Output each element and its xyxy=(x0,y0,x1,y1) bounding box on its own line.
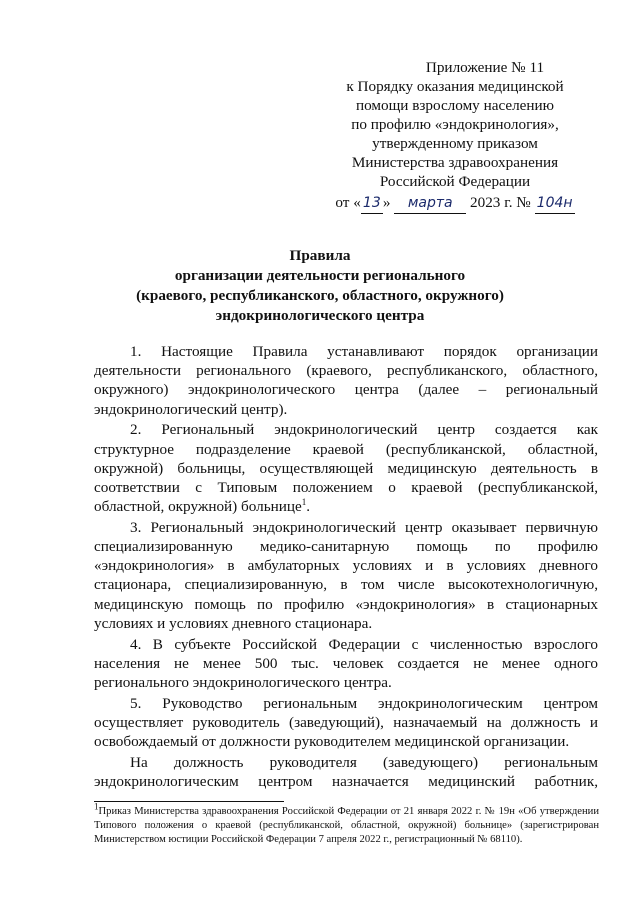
date-year: 2023 г. № xyxy=(470,194,531,211)
annex-line: к Порядку оказания медицинской xyxy=(346,78,564,95)
annex-line: Российской Федерации xyxy=(379,173,531,190)
handwritten-order-number: 104н xyxy=(535,194,575,214)
title-line: (краевого, республиканского, областного, окружного) xyxy=(136,287,504,304)
footnote-text: Приказ Министерства здравоохранения Российской Федерации от 21 января 2022 г. № 19н «Об утверждении Типового положения о краевой (республиканской, областной, окружной) больнице» (зарегистрирован Министерством юстиции Российской Федерации 7 апреля 2022 г., регистрационный № 68110). xyxy=(94,806,599,845)
paragraph-2-text: 2. Региональный эндокринологический центр создается как структурное подразделение краевой (республиканской, областной, окружной) больницы, осуществляющей медицинскую деятельность в соответствии с Типовым положением о краевой (республиканской, областной, окружной) больнице xyxy=(94,421,598,516)
paragraph-4: 4. В субъекте Российской Федерации с численностью взрослого населения не менее 500 тыс. человек создается не менее одного регионального эндокринологического центра. xyxy=(94,635,598,691)
footnote-divider xyxy=(94,801,284,802)
annex-line: помощи взрослому населению xyxy=(355,97,555,114)
title-line: организации деятельности регионального xyxy=(174,267,466,284)
footnote-ref: 1 xyxy=(301,497,307,508)
handwritten-month: марта xyxy=(394,194,466,214)
annex-line: утвержденному приказом xyxy=(372,135,538,152)
annex-line: Министерства здравоохранения xyxy=(351,154,559,171)
handwritten-day: 13 xyxy=(361,194,383,214)
annex-header xyxy=(330,58,580,214)
paragraph-6: На должность руководителя (заведующего) региональным эндокринологическим центром назначается медицинский работник, xyxy=(94,753,598,790)
paragraph-1: 1. Настоящие Правила устанавливают порядок организации деятельности регионального (краевого, республиканского, областного, окружного) эндокринологического центра (далее – региональный эндокринологический центр). xyxy=(94,343,598,418)
paragraph-2-end: . xyxy=(306,498,311,516)
paragraph-5: 5. Руководство региональным эндокринологическим центром осуществляет руководитель (заведующий), назначаемый на должность и освобождаемый от должности руководителем медицинской организации. xyxy=(94,694,598,751)
annex-line: по профилю «эндокринология», xyxy=(351,116,559,133)
document-title xyxy=(60,246,580,326)
paragraph-2 xyxy=(94,420,598,516)
date-mid: » xyxy=(382,194,391,211)
order-date-line xyxy=(330,193,580,214)
date-prefix: от « xyxy=(335,194,361,211)
title-line: эндокринологического центра xyxy=(215,307,425,324)
title-line: Правила xyxy=(289,247,351,264)
annex-number: Приложение № 11 xyxy=(425,59,545,76)
paragraph-3: 3. Региональный эндокринологический центр оказывает первичную специализированную медико-санитарную помощь по профилю «эндокринология» в амбулаторных условиях и в условиях дневного стационара, специализированную, в том числе высокотехнологичную, медицинскую помощь по профилю «эндокринология» в стационарных условиях и условиях дневного стационара. xyxy=(94,518,598,632)
document-body xyxy=(94,342,598,793)
footnote-marker: 1 xyxy=(94,801,99,812)
footnote xyxy=(94,801,599,847)
